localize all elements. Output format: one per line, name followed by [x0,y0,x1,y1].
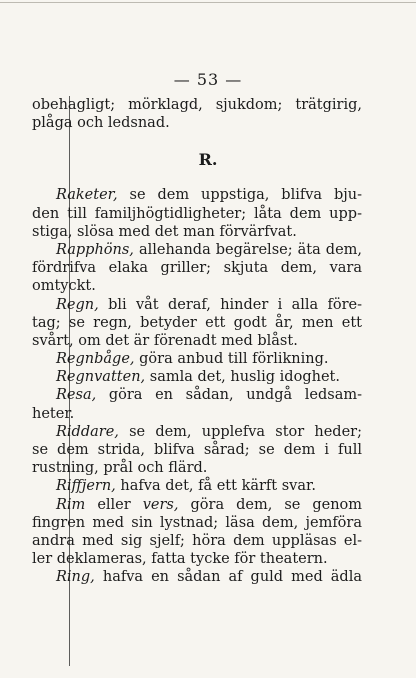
body-text [32,96,362,587]
entry-term: Ring, [56,569,95,586]
entry-term: Riffjern, [56,478,116,495]
entry-line: stiga, slösa med det man förvärfvat. [32,223,297,240]
text-line: plåga och ledsnad. [32,115,170,132]
entry-term: Regnbåge, [56,351,135,368]
section-letter: R. [198,150,218,169]
entry-line: Regnvatten, samla det, huslig idoghet. [56,369,340,386]
page-number: — 53 — [173,70,243,89]
entry-term: Rapphöns, [56,241,134,258]
entry-line: den till familjhögtidligheter; låta dem upp- [32,205,362,222]
top-rule [0,2,416,3]
entry-line: Riffjern, hafva det, få ett kärft svar. [56,478,316,495]
entry-line: tag; se regn, betyder ett godt år, men ett [32,314,362,331]
entry-term: Regnvatten, [56,369,146,386]
entry-line: Regnbåge, göra anbud till förlikning. [56,351,329,368]
entry-term: Resa, [56,387,97,404]
entry-line: Rapphöns, allehanda begärelse; äta dem, [56,241,363,258]
entry-term: Riddare, [56,423,119,440]
entry-line: ler deklameras, fatta tycke för theatern. [32,551,328,568]
entry-term: Rim [56,496,86,513]
entry-line: se dem strida, blifva sårad; se dem i full [32,442,362,458]
text-line: obehagligt; mörklagd, sjukdom; trätgirig, [32,97,362,113]
entry-line: rustning, prål och flärd. [32,460,208,477]
entry-line: Ring, hafva en sådan af guld med ädla [56,569,362,586]
entry-term: Raketer, [56,187,118,204]
entry-line: Resa, göra en sådan, undgå ledsam- [56,387,362,404]
entry-term: Regn, [56,296,99,313]
entry-line: Riddare, se dem, upplefva stor heder; [56,423,362,440]
entry-line: fingren med sin lystnad; läsa dem, jemföra [32,514,362,531]
entry-line: fördrifva elaka griller; skjuta dem, vara [32,260,362,277]
entry-line: Raketer, se dem uppstiga, blifva bju- [56,187,362,204]
entry-line: Regn, bli våt deraf, hinder i alla före- [56,296,363,313]
entry-line: svårt, om det är förenadt med blåst. [32,332,298,349]
entry-line: andra med sig sjelf; höra dem uppläsas el- [32,532,362,549]
entry-line: omtyckt. [32,278,96,295]
entry-line: heter. [32,405,75,422]
entry-line: Rim eller vers, göra dem, se genom [56,496,363,513]
